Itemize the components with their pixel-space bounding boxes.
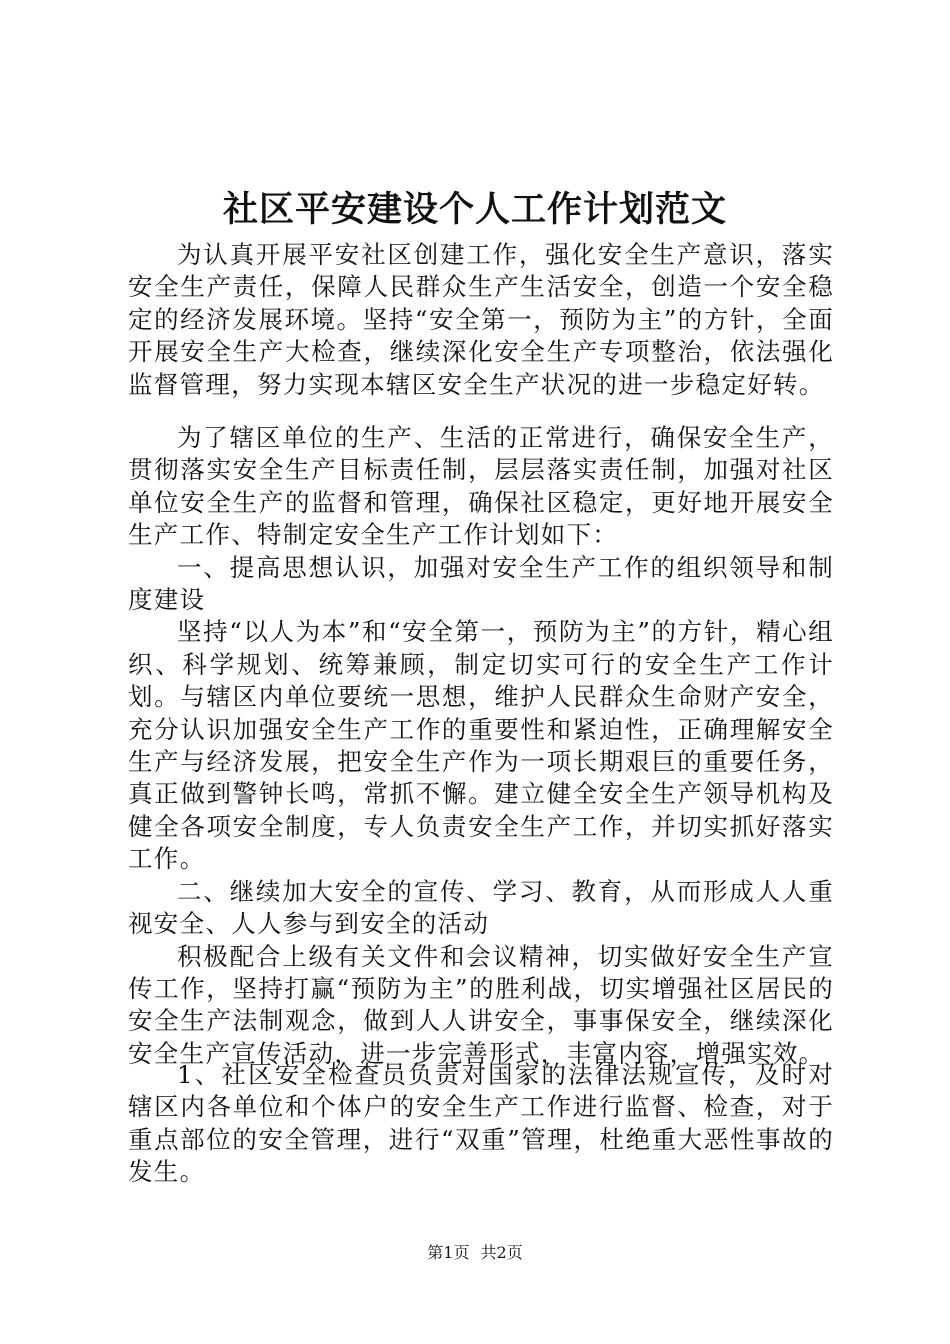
page-footer <box>0 1242 950 1264</box>
section-heading-1: 一、提高思想认识，加强对安全生产工作的组织领导和制度建设 <box>128 552 834 615</box>
main-block <box>128 422 834 1070</box>
list-item-1: 1、社区安全检查员负责对国家的法律法规宣传，及时对辖区内各单位和个体户的安全生产工作进行监督、检查，对于重点部位的安全管理，进行“双重”管理，杜绝重大恶性事故的发生。 <box>128 1060 834 1187</box>
item-block <box>128 1059 834 1189</box>
paragraph-intro: 为认真开展平安社区创建工作，强化安全生产意识，落实安全生产责任，保障人民群众生产生活安全，创造一个安全稳定的经济发展环境。坚持“安全第一，预防为主”的方针，全面开展安全生产大检查，继续深化安全生产专项整治，依法强化监督管理，努力实现本辖区安全生产状况的进一步稳定好转。 <box>128 240 834 399</box>
intro-block <box>128 239 834 401</box>
paragraph-section-2: 积极配合上级有关文件和会议精神，切实做好安全生产宣传工作，坚持打赢“预防为主”的胜利战，切实增强社区居民的安全生产法制观念，做到人人讲安全，事事保安全，继续深化安全生产宣传活动，进一步完善形式，丰富内容，增强实效。 <box>128 941 834 1068</box>
section-heading-2: 二、继续加大安全的宣传、学习、教育，从而形成人人重视安全、人人参与到安全的活动 <box>128 876 834 939</box>
page-total: 共2页 <box>480 1243 523 1262</box>
document-title: 社区平安建设个人工作计划范文 <box>222 189 727 230</box>
paragraph-purpose: 为了辖区单位的生产、生活的正常进行，确保安全生产，贯彻落实安全生产目标责任制，层层落实责任制，加强对社区单位安全生产的监督和管理，确保社区稳定，更好地开展安全生产工作、特制定安全生产工作计划如下： <box>128 423 834 550</box>
paragraph-section-1: 坚持“以人为本”和“安全第一，预防为主”的方针，精心组织、科学规划、统筹兼顾，制定切实可行的安全生产工作计划。与辖区内单位要统一思想，维护人民群众生命财产安全，充分认识加强安全生产工作的重要性和紧迫性，正确理解安全生产与经济发展，把安全生产作为一项长期艰巨的重要任务，真正做到警钟长鸣，常抓不懈。建立健全安全生产领导机构及健全各项安全制度，专人负责安全生产工作，并切实抓好落实工作。 <box>128 617 834 874</box>
page-number: 第1页 <box>427 1243 470 1262</box>
